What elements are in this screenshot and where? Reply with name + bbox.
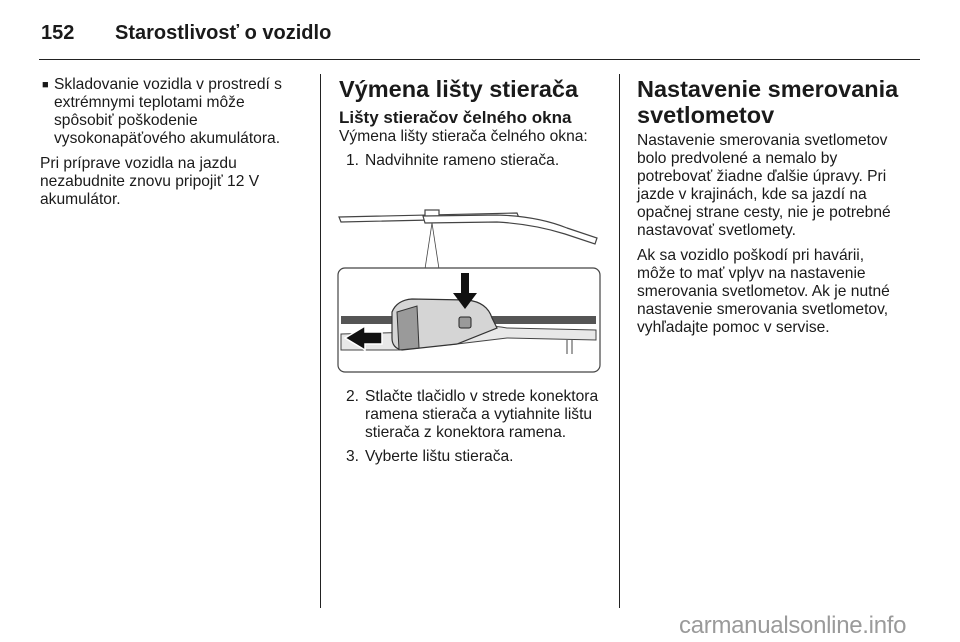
step-text: Vyberte lištu stierača. [365, 448, 514, 465]
intro-text: Výmena lišty stierača čelného okna: [339, 128, 588, 145]
subheading: Lišty stieračov čelného okna [339, 108, 572, 127]
body-paragraph: Nastavenie smerovania svetlometov bolo predvolené a nemalo by potrebovať žiadne ďalšie úpravy. Pri jazde v krajinách, kde sa jazdí na opačnej strane cesty, nie je potrebné nastavovať svetlomety. [637, 132, 891, 239]
header-rule [39, 59, 920, 60]
section-heading: Nastavenie smerovania svetlometov [637, 76, 899, 128]
list-item [40, 76, 302, 148]
right-column [637, 76, 905, 344]
step-text: Stlačte tlačidlo v strede konektora ramena stierača a vytiahnite lištu stierača z konektora ramena. [365, 388, 599, 441]
middle-column [339, 76, 609, 472]
wiper-diagram [337, 178, 602, 374]
bullet-square-icon: ■ [42, 79, 49, 91]
section-heading: Výmena lišty stierača [339, 76, 579, 102]
step-item [339, 152, 609, 170]
body-paragraph: Pri príprave vozidla na jazdu nezabudnite znovu pripojiť 12 V akumulátor. [40, 155, 260, 208]
page-number: 152 [41, 22, 75, 44]
page-header [41, 18, 331, 48]
step-item [339, 448, 609, 466]
step-item [339, 388, 609, 442]
section-title: Starostlivosť o vozidlo [115, 22, 332, 44]
body-paragraph: Ak sa vozidlo poškodí pri havárii, môže to mať vplyv na nastavenie smerovania svetlometov. Ak je nutné nastavenie smerovania svetlometov, vyhľadajte pomoc v servise. [637, 247, 890, 336]
step-number: 2. [346, 388, 360, 405]
column-divider-2 [619, 74, 620, 608]
column-divider-1 [320, 74, 321, 608]
watermark: carmanualsonline.info [679, 612, 907, 639]
step-number: 3. [346, 448, 360, 465]
bullet-text: Skladovanie vozidla v prostredí s extrémnymi teplotami môže spôsobiť poškodenie vysokonapäťového akumulátora. [54, 76, 282, 147]
step-number: 1. [346, 152, 360, 169]
left-column [40, 76, 302, 216]
wiper-illustration [337, 178, 602, 374]
step-text: Nadvihnite rameno stierača. [365, 152, 560, 169]
